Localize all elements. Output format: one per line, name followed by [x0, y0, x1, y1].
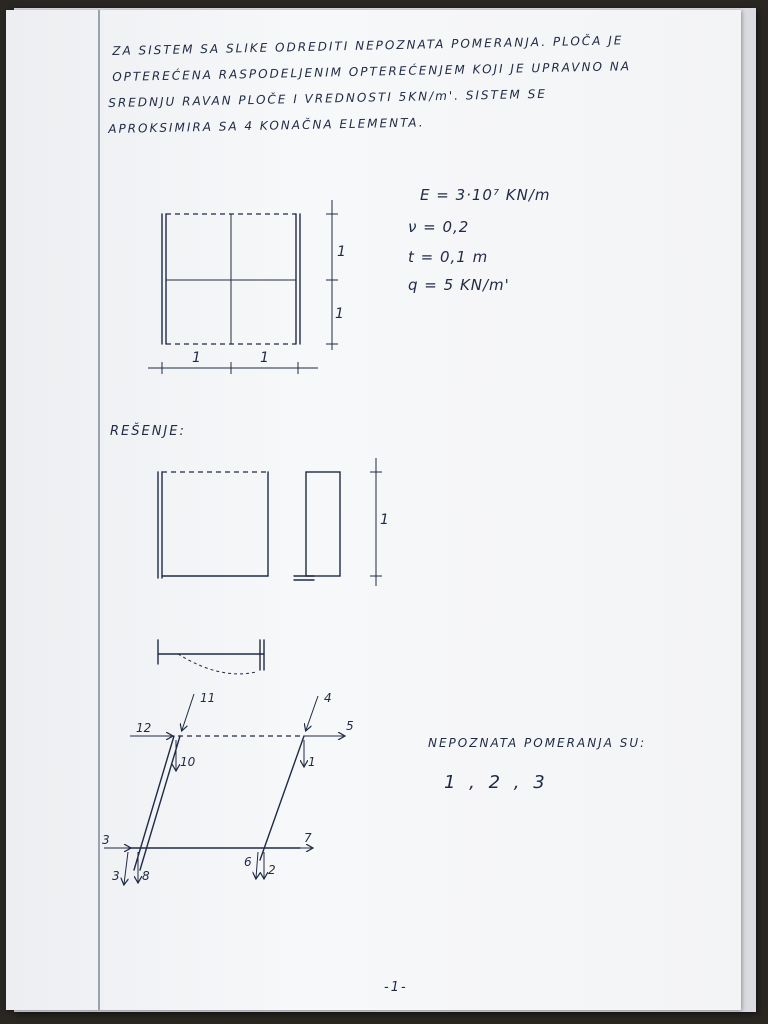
dof-label-11: 11 — [200, 691, 216, 705]
figure-single-element — [158, 458, 389, 586]
dof-label-3: 3 — [102, 833, 110, 847]
param-t: t = 0,1 m — [408, 248, 489, 266]
dim-element-height: 1 — [380, 512, 389, 528]
figure-dof-element — [102, 691, 354, 884]
dof-label-8: 8 — [142, 869, 150, 883]
task-line-4: APROKSIMIRA SA 4 KONAČNA ELEMENTA. — [108, 115, 425, 136]
dim-bottom-right: 1 — [260, 350, 269, 366]
param-E: E = 3·10⁷ KN/m — [420, 186, 551, 204]
dof-label-3b: 3 — [112, 869, 120, 883]
task-line-2: OPTEREĆENA RASPODELJENIM OPTEREĆENJEM KOJI JE UPRAVNO NA — [112, 59, 632, 84]
dof-label-6: 6 — [244, 855, 252, 869]
unknowns-values: 1 , 2 , 3 — [444, 772, 549, 793]
dof-label-7: 7 — [304, 831, 312, 845]
figure-plate-mesh — [148, 200, 346, 374]
dim-right-top: 1 — [337, 244, 346, 260]
dof-label-1: 1 — [308, 755, 316, 769]
dof-label-12: 12 — [136, 721, 152, 735]
dim-bottom-left: 1 — [192, 350, 201, 366]
task-line-1: ZA SISTEM SA SLIKE ODREDITI NEPOZNATA POMERANJA. PLOČA JE — [112, 33, 624, 58]
param-q: q = 5 KN/m' — [408, 276, 510, 294]
dof-label-4: 4 — [324, 691, 332, 705]
task-line-3: SREDNJU RAVAN PLOČE I VREDNOSTI 5KN/m'. SISTEM SE — [108, 86, 547, 110]
solution-heading: REŠENJE: — [110, 424, 186, 439]
dof-label-5: 5 — [346, 719, 354, 733]
unknowns-heading: NEPOZNATA POMERANJA SU: — [428, 736, 647, 750]
page-number: -1- — [384, 980, 408, 995]
param-nu: ν = 0,2 — [408, 218, 470, 236]
dim-right-bottom: 1 — [335, 306, 344, 322]
figure-deflection-sketch — [158, 640, 264, 674]
dof-label-10: 10 — [180, 755, 196, 769]
dof-label-2: 2 — [268, 863, 276, 877]
